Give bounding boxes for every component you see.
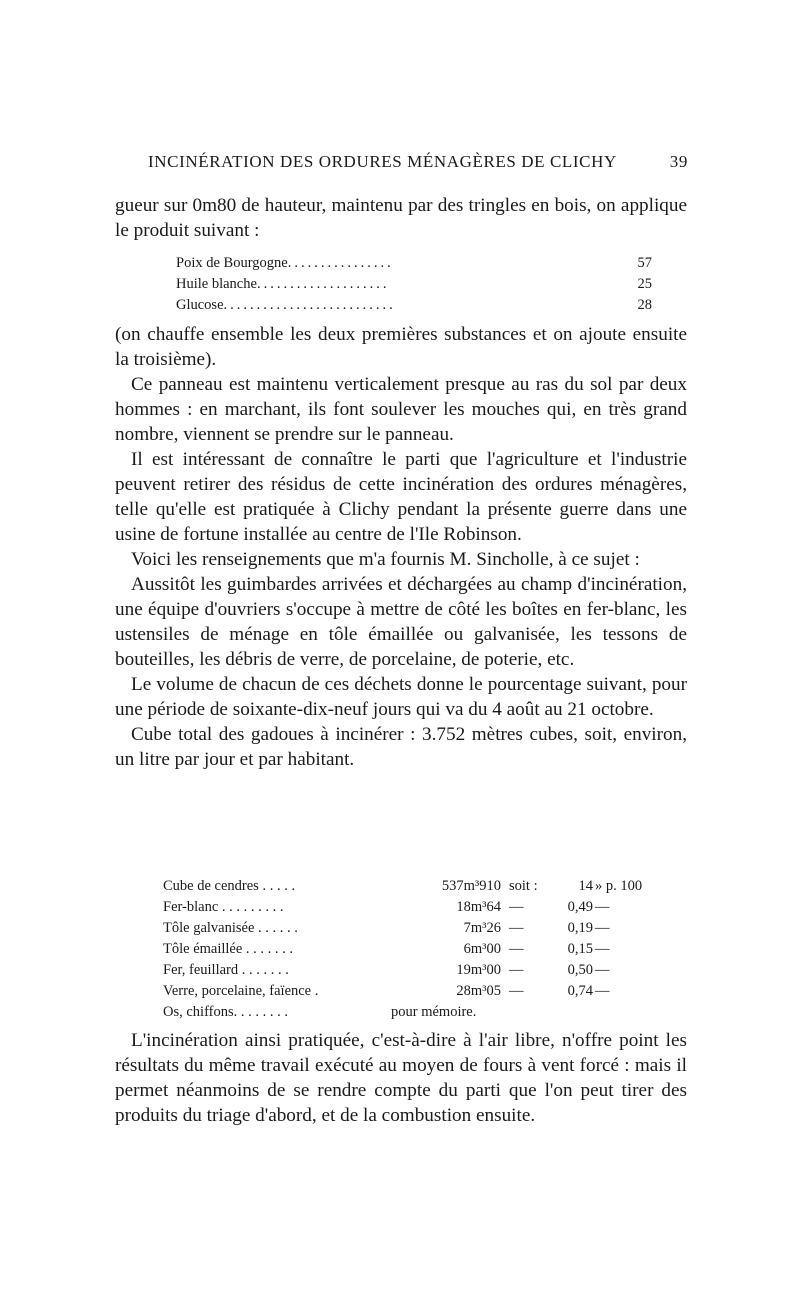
table-percent: 0,19 <box>567 920 593 936</box>
recipe-leader-dots: .......................... <box>223 297 396 313</box>
recipe-ingredient: Huile blanche <box>176 276 257 292</box>
page-number: 39 <box>669 152 688 171</box>
table-row <box>163 876 663 897</box>
body-text <box>115 322 687 772</box>
waste-volume-table <box>163 876 663 1023</box>
table-soit: — <box>509 962 524 978</box>
table-row <box>163 939 663 960</box>
table-percent: 0,15 <box>567 941 593 957</box>
table-percent: 0,74 <box>567 983 593 999</box>
table-volume: 19m³00 <box>456 962 501 978</box>
table-label: Tôle galvanisée . . . . . . <box>163 920 298 936</box>
table-unit: — <box>595 983 610 999</box>
recipe-row <box>176 253 652 274</box>
table-soit: — <box>509 941 524 957</box>
table-row <box>163 897 663 918</box>
recipe-row <box>176 295 652 316</box>
table-label: Fer, feuillard . . . . . . . <box>163 962 289 978</box>
table-volume: 28m³05 <box>456 983 501 999</box>
recipe-list <box>176 253 652 316</box>
table-percent: 0,49 <box>567 899 593 915</box>
table-row <box>163 960 663 981</box>
running-title: INCINÉRATION DES ORDURES MÉNAGÈRES DE CLICHY <box>148 152 617 171</box>
table-unit: — <box>595 899 610 915</box>
recipe-leader-dots: .................... <box>256 276 390 292</box>
recipe-leader-dots: ................ <box>287 255 394 271</box>
table-label: Verre, porcelaine, faïence . <box>163 983 319 999</box>
recipe-row <box>176 274 652 295</box>
table-volume: 537m³910 <box>441 878 501 894</box>
table-soit: — <box>509 920 524 936</box>
table-memo-note: pour mémoire. <box>391 1004 477 1020</box>
table-label: Fer-blanc . . . . . . . . . <box>163 899 284 915</box>
table-soit: — <box>509 983 524 999</box>
paragraph-4: Il est intéressant de connaître le parti que l'agriculture et l'industrie peuvent retirer des résidus de cette incinération des ordures ménagères, telle qu'elle est pratiquée à Clichy pendant la présente guerre dans une usine de fortune installée au centre de l'Ile Robinson. <box>115 449 687 545</box>
table-volume: 7m³26 <box>463 920 501 936</box>
table-soit: — <box>509 899 524 915</box>
table-volume: 6m³00 <box>463 941 501 957</box>
table-unit: » p. 100 <box>595 878 643 894</box>
table-row <box>163 981 663 1002</box>
paragraph-5: Voici les renseignements que m'a fournis M. Sincholle, à ce sujet : <box>131 549 640 570</box>
closing-paragraph <box>115 1028 687 1128</box>
paragraph-2: (on chauffe ensemble les deux premières substances et on ajoute ensuite la troisième). <box>115 324 687 370</box>
recipe-ingredient: Poix de Bourgogne <box>176 255 288 271</box>
recipe-quantity: 25 <box>637 276 652 292</box>
table-unit: — <box>595 962 610 978</box>
table-label: Cube de cendres . . . . . <box>163 878 296 894</box>
paragraph-1-text: gueur sur 0m80 de hauteur, maintenu par des tringles en bois, on applique le produit suivant : <box>115 195 687 241</box>
paragraph-1 <box>115 193 687 243</box>
paragraph-8: Cube total des gadoues à incinérer : 3.752 mètres cubes, soit, environ, un litre par jour et par habitant. <box>115 724 687 770</box>
table-volume: 18m³64 <box>456 899 501 915</box>
paragraph-3: Ce panneau est maintenu verticalement presque au ras du sol par deux hommes : en marchant, ils font soulever les mouches qui, en très grand nombre, viennent se prendre sur le panneau. <box>115 374 687 445</box>
table-row <box>163 918 663 939</box>
table-soit: soit : <box>509 878 538 894</box>
table-percent: 0,50 <box>567 962 593 978</box>
table-label: Tôle émaillée . . . . . . . <box>163 941 294 957</box>
table-row <box>163 1002 663 1023</box>
paragraph-9: L'incinération ainsi pratiquée, c'est-à-dire à l'air libre, n'offre point les résultats du même travail exécuté au moyen de fours à vent forcé : mais il permet néanmoins de se rendre compte du parti que l'on peut tirer des produits du triage d'abord, et de la combustion ensuite. <box>115 1030 687 1126</box>
recipe-quantity: 28 <box>637 297 652 313</box>
recipe-quantity: 57 <box>637 255 652 271</box>
table-unit: — <box>595 920 610 936</box>
paragraph-6: Aussitôt les guimbardes arrivées et déchargées au champ d'incinération, une équipe d'ouvriers s'occupe à mettre de côté les boîtes en fer-blanc, les ustensiles de ménage en tôle émaillée ou galvanisée, les tessons de bouteilles, les débris de verre, de porcelaine, de poterie, etc. <box>115 574 687 670</box>
recipe-ingredient: Glucose <box>176 297 224 313</box>
paragraph-7: Le volume de chacun de ces déchets donne le pourcentage suivant, pour une période de soixante-dix-neuf jours qui va du 4 août au 21 octobre. <box>115 674 687 720</box>
table-label: Os, chiffons. . . . . . . . <box>163 1004 288 1020</box>
table-percent: 14 <box>578 878 593 894</box>
table-unit: — <box>595 941 610 957</box>
